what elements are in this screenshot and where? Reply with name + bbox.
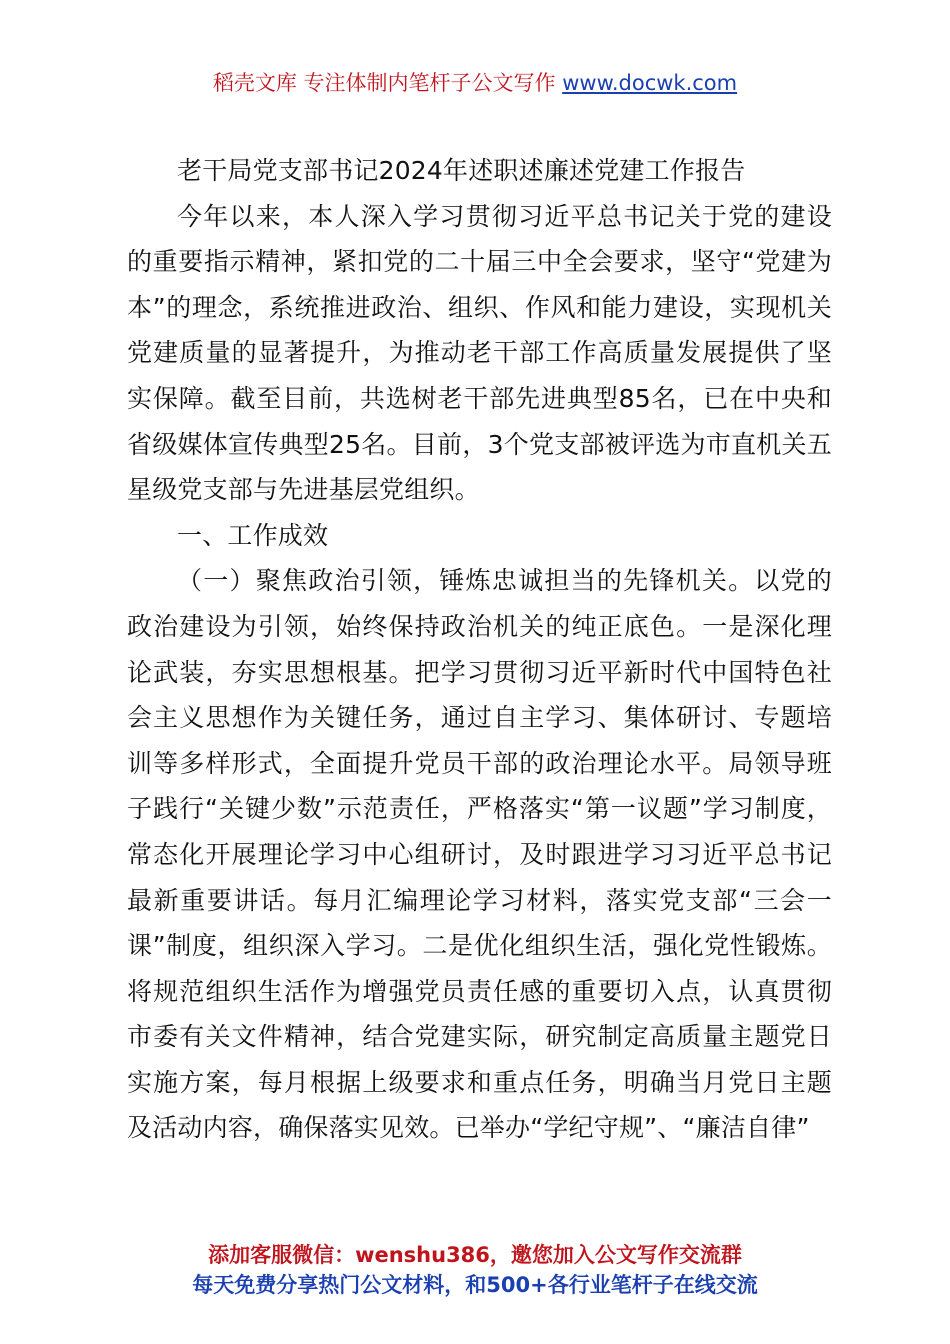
footer-line-share: 每天免费分享热门公文材料，和500+各行业笔杆子在线交流 <box>192 1273 758 1297</box>
header-url-link[interactable]: www.docwk.com <box>562 71 738 95</box>
page-header <box>0 68 950 98</box>
header-brand-text: 稻壳文库 专注体制内笔杆子公文写作 <box>212 71 556 95</box>
document-title: 老干局党支部书记2024年述职述廉述党建工作报告 <box>177 156 746 185</box>
paragraph-section-1: （一）聚焦政治引领，锤炼忠诚担当的先锋机关。以党的政治建设为引领，始终保持政治机关的纯正底色。一是深化理论武装，夯实思想根基。把学习贯彻习近平新时代中国特色社会主义思想作为关键任务，通过自主学习、集体研讨、专题培训等多样形式，全面提升党员干部的政治理论水平。局领导班子践行“关键少数”示范责任，严格落实“第一议题”学习制度，常态化开展理论学习中心组研讨，及时跟进学习习近平总书记最新重要讲话。每月汇编理论学习材料，落实党支部“三会一课”制度，组织深入学习。二是优化组织生活，强化党性锻炼。将规范组织生活作为增强党员责任感的重要切入点，认真贯彻市委有关文件精神，结合党建实际，研究制定高质量主题党日实施方案，每月根据上级要求和重点任务，明确当月党日主题及活动内容，确保落实见效。已举办“学纪守规”、“廉洁自律” <box>127 566 832 1143</box>
paragraph-intro: 今年以来，本人深入学习贯彻习近平总书记关于党的建设的重要指示精神，紧扣党的二十届三中全会要求，坚守“党建为本”的理念，系统推进政治、组织、作风和能力建设，实现机关党建质量的显著提升，为推动老干部工作高质量发展提供了坚实保障。截至目前，共选树老干部先进典型85名，已在中央和省级媒体宣传典型25名。目前，3个党支部被评选为市直机关五星级党支部与先进基层党组织。 <box>127 201 832 505</box>
page-footer <box>0 1240 950 1300</box>
section-heading: 一、工作成效 <box>177 520 329 550</box>
footer-line-wechat: 添加客服微信：wenshu386，邀您加入公文写作交流群 <box>208 1243 742 1267</box>
document-body <box>127 148 832 1151</box>
